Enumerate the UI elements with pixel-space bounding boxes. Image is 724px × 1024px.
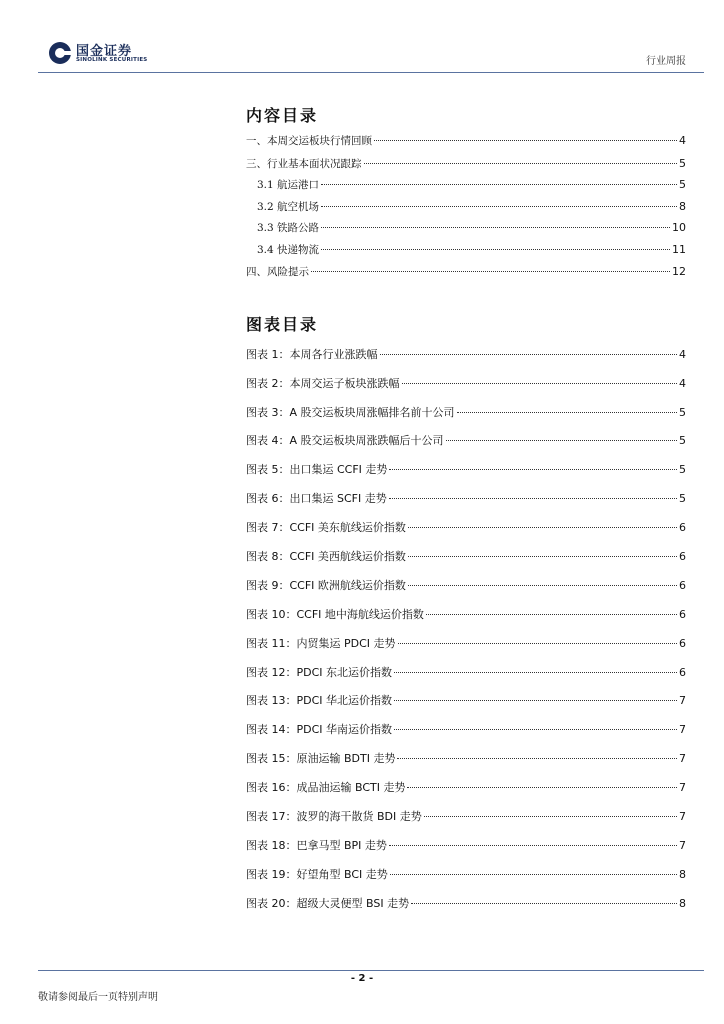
toc-item[interactable] (246, 133, 686, 147)
figure-item-page: 8 (679, 897, 686, 910)
figure-item-page: 7 (679, 839, 686, 852)
figure-leader (402, 383, 678, 384)
figure-item[interactable] (246, 490, 686, 504)
figure-item[interactable] (246, 692, 686, 706)
toc-leader (321, 206, 677, 207)
figure-item-label: 图表 15：原油运输 BDTI 走势 (246, 752, 396, 765)
figure-leader (424, 816, 677, 817)
toc-item-label: 一、本周交运板块行情回顾 (246, 135, 372, 147)
toc-item-label: 四、风险提示 (246, 266, 309, 278)
toc-leader (321, 227, 670, 228)
header-divider (38, 72, 704, 73)
figure-item-page: 6 (679, 608, 686, 621)
toc-leader (364, 163, 678, 164)
figure-item-label: 图表 13：PDCI 华北运价指数 (246, 694, 393, 707)
figure-item-page: 7 (679, 781, 686, 794)
figure-item-label: 图表 6：出口集运 SCFI 走势 (246, 492, 387, 505)
figure-item-page: 7 (679, 694, 686, 707)
figure-leader (394, 729, 677, 730)
figure-item-page: 5 (679, 492, 686, 505)
figure-item-label: 图表 9：CCFI 欧洲航线运价指数 (246, 579, 406, 592)
figure-item[interactable] (246, 664, 686, 678)
toc-item-label: 3.2 航空机场 (257, 201, 320, 213)
figure-item-page: 6 (679, 637, 686, 650)
toc-item-label: 3.1 航运港口 (257, 179, 320, 191)
toc-item-page: 5 (679, 157, 686, 170)
figure-item[interactable] (246, 432, 686, 446)
figure-item[interactable] (246, 866, 686, 880)
toc-item[interactable] (257, 220, 686, 234)
toc-item[interactable] (257, 242, 686, 256)
figure-item-label: 图表 16：成品油运输 BCTI 走势 (246, 781, 406, 794)
figure-item-page: 5 (679, 406, 686, 419)
figure-item-page: 6 (679, 666, 686, 679)
toc-item[interactable] (257, 199, 686, 213)
figure-item[interactable] (246, 375, 686, 389)
toc-leader (311, 271, 670, 272)
figure-item[interactable] (246, 577, 686, 591)
figure-item-page: 4 (679, 377, 686, 390)
figure-leader (389, 845, 677, 846)
figure-item-page: 8 (679, 868, 686, 881)
figure-leader (446, 440, 677, 441)
figure-item[interactable] (246, 404, 686, 418)
figure-item[interactable] (246, 779, 686, 793)
toc-item-page: 4 (679, 134, 686, 147)
figure-item[interactable] (246, 548, 686, 562)
figure-leader (457, 412, 677, 413)
figure-item-page: 4 (679, 348, 686, 361)
figure-leader (398, 643, 677, 644)
figure-item[interactable] (246, 635, 686, 649)
figure-item[interactable] (246, 721, 686, 735)
figure-item-page: 7 (679, 723, 686, 736)
figure-item-page: 7 (679, 752, 686, 765)
figure-item[interactable] (246, 606, 686, 620)
report-type-label: 行业周报 (646, 56, 686, 67)
figure-item-label: 图表 7：CCFI 美东航线运价指数 (246, 521, 406, 534)
toc-item-label: 3.4 快递物流 (257, 244, 320, 256)
figure-leader (407, 787, 677, 788)
figure-item[interactable] (246, 895, 686, 909)
toc-item-page: 8 (679, 200, 686, 213)
figure-leader (408, 556, 677, 557)
toc-leader (321, 184, 677, 185)
figure-item-label: 图表 18：巴拿马型 BPI 走势 (246, 839, 387, 852)
figure-item[interactable] (246, 519, 686, 533)
figure-leader (394, 672, 677, 673)
figure-leader (397, 758, 677, 759)
figure-leader (390, 874, 677, 875)
toc-item-label: 三、行业基本面状况跟踪 (246, 158, 362, 170)
toc-leader (374, 140, 677, 141)
logo-chinese-name: 国金证券 (76, 44, 133, 59)
footer-divider (38, 970, 704, 971)
figure-item-label: 图表 3：A 股交运板块周涨幅排名前十公司 (246, 406, 455, 419)
toc-leader (321, 249, 670, 250)
figure-item-page: 6 (679, 521, 686, 534)
figure-item-label: 图表 20：超级大灵便型 BSI 走势 (246, 897, 410, 910)
logo-english-name: SINOLINK SECURITIES (76, 57, 148, 63)
figure-item-label: 图表 5：出口集运 CCFI 走势 (246, 463, 388, 476)
figure-item-label: 图表 12：PDCI 东北运价指数 (246, 666, 393, 679)
toc-item[interactable] (257, 177, 686, 191)
figure-leader (408, 527, 677, 528)
figure-item-label: 图表 10：CCFI 地中海航线运价指数 (246, 608, 424, 621)
toc-item-page: 5 (679, 178, 686, 191)
figure-item[interactable] (246, 808, 686, 822)
figure-leader (389, 469, 677, 470)
figure-leader (394, 700, 677, 701)
toc-item-label: 3.3 铁路公路 (257, 222, 320, 234)
figure-item[interactable] (246, 837, 686, 851)
toc-item-page: 11 (672, 243, 686, 256)
sinolink-logo-icon (48, 41, 72, 65)
figure-item-label: 图表 17：波罗的海干散货 BDI 走势 (246, 810, 422, 823)
toc-item-page: 12 (672, 265, 686, 278)
figure-leader (411, 903, 677, 904)
figure-item-page: 7 (679, 810, 686, 823)
contents-title: 内容目录 (246, 106, 319, 125)
figure-item-page: 5 (679, 434, 686, 447)
figure-item-label: 图表 19：好望角型 BCI 走势 (246, 868, 388, 881)
figure-leader (389, 498, 677, 499)
figure-item-label: 图表 14：PDCI 华南运价指数 (246, 723, 393, 736)
figure-item-label: 图表 4：A 股交运板块周涨跌幅后十公司 (246, 434, 444, 447)
figure-item-label: 图表 2：本周交运子板块涨跌幅 (246, 377, 400, 390)
figures-title: 图表目录 (246, 315, 319, 334)
disclaimer-note: 敬请参阅最后一页特别声明 (38, 992, 158, 1003)
figure-item-page: 6 (679, 579, 686, 592)
toc-item[interactable] (246, 156, 686, 170)
page-number: - 2 - (350, 973, 374, 984)
figure-item[interactable] (246, 461, 686, 475)
figure-item[interactable] (246, 346, 686, 360)
figure-item-label: 图表 11：内贸集运 PDCI 走势 (246, 637, 396, 650)
figure-item[interactable] (246, 750, 686, 764)
figure-leader (408, 585, 677, 586)
figure-item-label: 图表 8：CCFI 美西航线运价指数 (246, 550, 406, 563)
toc-item[interactable] (246, 264, 686, 278)
figure-item-label: 图表 1：本周各行业涨跌幅 (246, 348, 378, 361)
toc-item-page: 10 (672, 221, 686, 234)
figure-item-page: 5 (679, 463, 686, 476)
sinolink-logo (48, 40, 158, 68)
figure-leader (426, 614, 677, 615)
figure-item-page: 6 (679, 550, 686, 563)
figure-leader (380, 354, 678, 355)
